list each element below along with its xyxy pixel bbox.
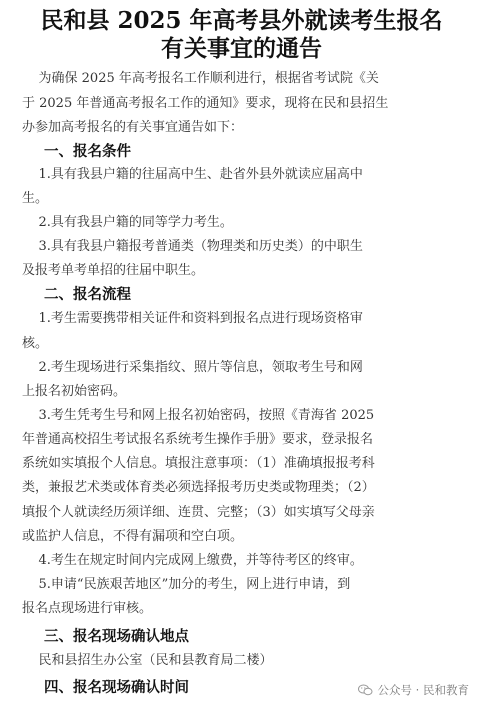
section-heading: 一、报名条件	[44, 143, 131, 160]
section-heading: 三、报名现场确认地点	[44, 628, 189, 645]
body-text-line: 上报名初始密码。	[22, 384, 127, 399]
body-text-line: 于 2025 年普通高考报名工作的通知》要求，现将在民和县招生	[22, 96, 389, 111]
section-heading: 二、报名流程	[44, 286, 131, 303]
body-text-line: 3.具有我县户籍报考普通类（物理类和历史类）的中职生	[22, 239, 363, 254]
body-text-line: 填报个人就读经历须详细、连贯、完整；（3）如实填写父母亲	[22, 505, 375, 520]
account-watermark	[358, 682, 469, 698]
body-text-line: 4.考生在规定时间内完成网上缴费，并等待考区的终审。	[22, 553, 363, 568]
body-text-line: 系统如实填报个人信息。填报注意事项：（1）准确填报报考科	[22, 456, 375, 471]
body-text-line: 年普通高校招生考试报名系统考生操作手册》要求，登录报名	[22, 432, 374, 447]
body-text-line: 及报考单考单招的往届中职生。	[22, 263, 205, 278]
body-text-line: 2.具有我县户籍的同等学力考生。	[22, 215, 233, 230]
title-line-2: 有关事宜的通告	[161, 35, 322, 62]
body-text-line: 报名点现场进行审核。	[22, 601, 153, 616]
body-text-line: 1.具有我县户籍的往届高中生、赴省外县外就读应届高中	[22, 167, 363, 182]
body-text-line: 生。	[22, 191, 49, 206]
body-text-line: 民和县招生办公室（民和县教育局二楼）	[22, 653, 273, 668]
account-name: 公众号 · 民和教育	[377, 683, 469, 697]
section-heading: 四、报名现场确认时间	[44, 679, 189, 696]
wechat-icon	[358, 684, 373, 696]
body-text-line: 5.申请“民族艰苦地区”加分的考生，网上进行申请，到	[22, 577, 351, 592]
body-text-line: 类，兼报艺术类或体育类必须选择报考历史类或物理类；（2）	[22, 480, 375, 495]
body-text-line: 2.考生现场进行采集指纹、照片等信息，领取考生号和网	[22, 360, 363, 375]
body-text-line: 或监护人信息，不得有漏项和空白项。	[22, 529, 244, 544]
body-text-line: 核。	[22, 336, 49, 351]
body-text-line: 1.考生需要携带相关证件和资料到报名点进行现场资格审	[22, 311, 363, 326]
body-text-line: 为确保 2025 年高考报名工作顺利进行，根据省考试院《关	[22, 71, 379, 86]
body-text-line: 3.考生凭考生号和网上报名初始密码，按照《青海省 2025	[22, 408, 375, 423]
title-line-1: 民和县 2025 年高考县外就读考生报名	[40, 7, 443, 34]
body-text-line: 办参加高考报名的有关事宜通告如下：	[22, 120, 244, 135]
